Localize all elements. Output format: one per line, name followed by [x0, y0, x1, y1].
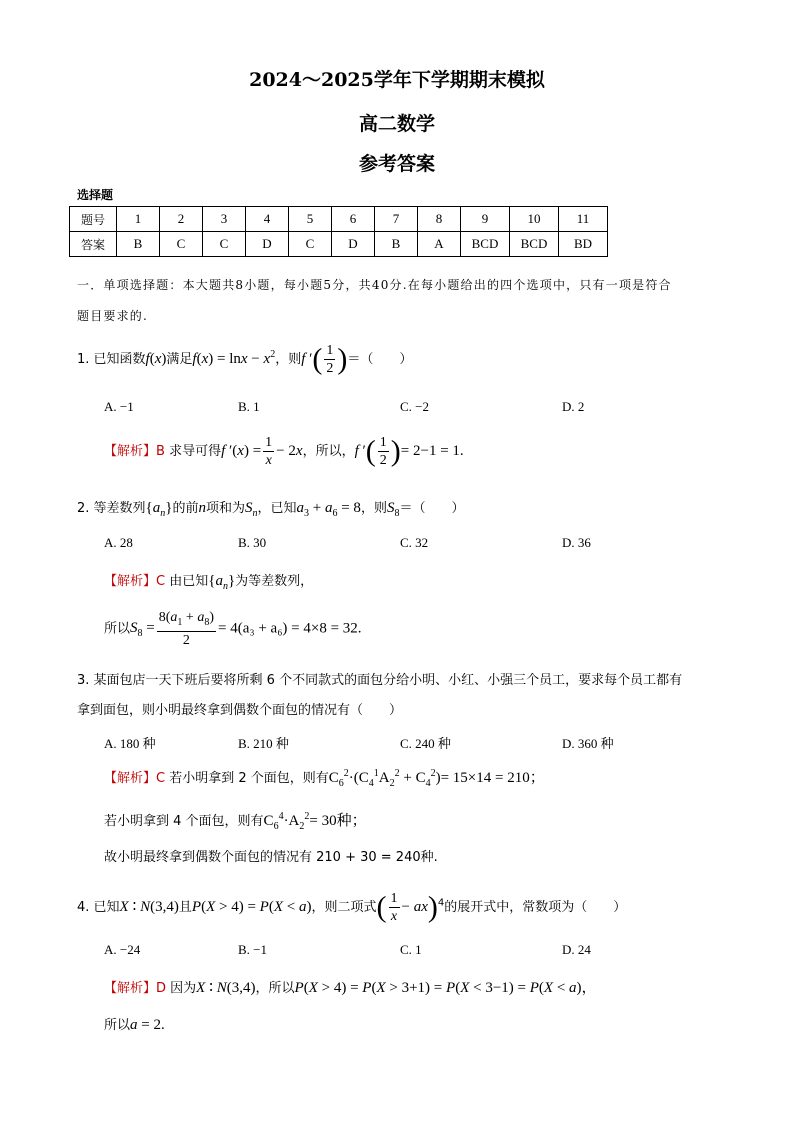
row-header-number: 题号 [70, 207, 117, 232]
q3-solution-2: 若小明拿到 4 个面包，则有$C_6^4\cdot A_2^2= 30$种； [104, 811, 367, 832]
table-row-numbers [70, 207, 608, 232]
table-cell: 8 [418, 207, 461, 232]
q2-option-c: C. 32 [400, 535, 429, 550]
table-cell: C [203, 232, 246, 257]
table-cell: C [160, 232, 203, 257]
q4-solution-2: 所以a = 2. [104, 1017, 165, 1033]
q3-solution-1: 【解析】C 若小明拿到 2 个面包，则有$C_6^2\cdot(C_4^1A_2^2 + C_4^2)= 15\times 14 = 210$； [104, 768, 545, 789]
q2-option-a: A. 28 [104, 535, 133, 550]
q1-option-d: D. 2 [562, 399, 585, 414]
table-cell: 9 [461, 207, 510, 232]
doc-type: 参考答案 [358, 153, 435, 175]
q1-option-c: C. −2 [400, 399, 430, 414]
jiexi-label: 【解析】C [104, 574, 166, 589]
q3-solution-3: 故小明最终拿到偶数个面包的情况有 210 + 30 = 240种. [104, 850, 438, 865]
table-cell: 5 [289, 207, 332, 232]
intro-line: 题目要求的. [77, 309, 149, 323]
q1-option-a: A. −1 [104, 399, 134, 414]
row-header-answer: 答案 [70, 232, 117, 257]
table-cell: 2 [160, 207, 203, 232]
table-cell: 10 [510, 207, 559, 232]
q4-solution-1: 【解析】D 因为X ∶ N(3,4)，所以P(X > 4) = P(X > 3+1) = P(X < 3−1) = P(X < a)， [104, 980, 597, 996]
doc-subtitle: 高二数学 [358, 113, 435, 135]
q4-option-a: A. −24 [104, 942, 141, 957]
table-cell: BCD [461, 232, 510, 257]
q4-option-c: C. 1 [400, 942, 422, 957]
question-3-line-1: 3. 某面包店一天下班后要将所剩 6 个不同款式的面包分给小明、小红、小强三个员工，要求每个员工都有 [77, 673, 683, 688]
table-cell: D [246, 232, 289, 257]
table-cell: 7 [375, 207, 418, 232]
section-label: 选择题 [77, 188, 114, 202]
section-intro [77, 270, 722, 332]
question-2: 2. 等差数列$\{a_n\}$的前n项和为$S_n$，已知$a_3 + a_6 = 8$，则$S_8=$（ ） [77, 500, 465, 519]
question-3-line-2: 拿到面包，则小明最终拿到偶数个面包的情况有（ ） [77, 703, 403, 718]
jiexi-label: 【解析】C [104, 771, 166, 786]
table-cell: 11 [559, 207, 608, 232]
table-cell: 6 [332, 207, 375, 232]
table-cell: BCD [510, 232, 559, 257]
question-4: 4. 已知X ∶ N(3,4)且P(X > 4) = P(X < a)，则二项式( $\frac{1}{x}$ − ax)$^4$的展开式中，常数项为（ ） [77, 890, 627, 924]
q4-option-d: D. 24 [562, 942, 591, 957]
q3-option-a: A. 180 种 [104, 736, 156, 751]
q2-solution-2: 所以$S_8$ = $\frac{8(a_1 + a_8)}{2}$ = 4(a₃ + a₆) = 4×8 = 32. [104, 610, 362, 648]
table-cell: 3 [203, 207, 246, 232]
table-cell: 1 [117, 207, 160, 232]
table-cell: 4 [246, 207, 289, 232]
q4-option-b: B. −1 [238, 942, 268, 957]
table-cell: B [117, 232, 160, 257]
table-cell: A [418, 232, 461, 257]
q1-solution: 【解析】B 求导可得f ′(x) = $\frac{1}{x}$ − 2x，所以，f ′( $\frac{1}{2}$ )= 2−1 = 1. [104, 434, 464, 468]
q2-solution-1: 【解析】C 由已知$\{a_n\}$为等差数列， [104, 573, 314, 592]
jiexi-label: 【解析】B [104, 444, 165, 459]
table-cell: D [332, 232, 375, 257]
intro-line: 一．单项选择题：本大题共8小题，每小题5分，共40分.在每小题给出的四个选项中，只有一项是符合 [77, 278, 672, 292]
table-cell: B [375, 232, 418, 257]
q2-option-b: B. 30 [238, 535, 267, 550]
q3-option-c: C. 240 种 [400, 736, 451, 751]
q3-option-d: D. 360 种 [562, 736, 614, 751]
answer-table [69, 206, 608, 257]
q2-option-d: D. 36 [562, 535, 591, 550]
table-row-answers [70, 232, 608, 257]
table-cell: C [289, 232, 332, 257]
q3-option-b: B. 210 种 [238, 736, 289, 751]
table-cell: BD [559, 232, 608, 257]
q1-option-b: B. 1 [238, 399, 260, 414]
question-1: 1. 已知函数f(x)满足$f(x) = \ln x - x^2$，则f ′( $\frac{1}{2}$ )＝（ ） [77, 342, 413, 376]
jiexi-label: 【解析】D [104, 981, 167, 996]
doc-title: 2024～2025学年下学期期末模拟 [249, 69, 545, 91]
